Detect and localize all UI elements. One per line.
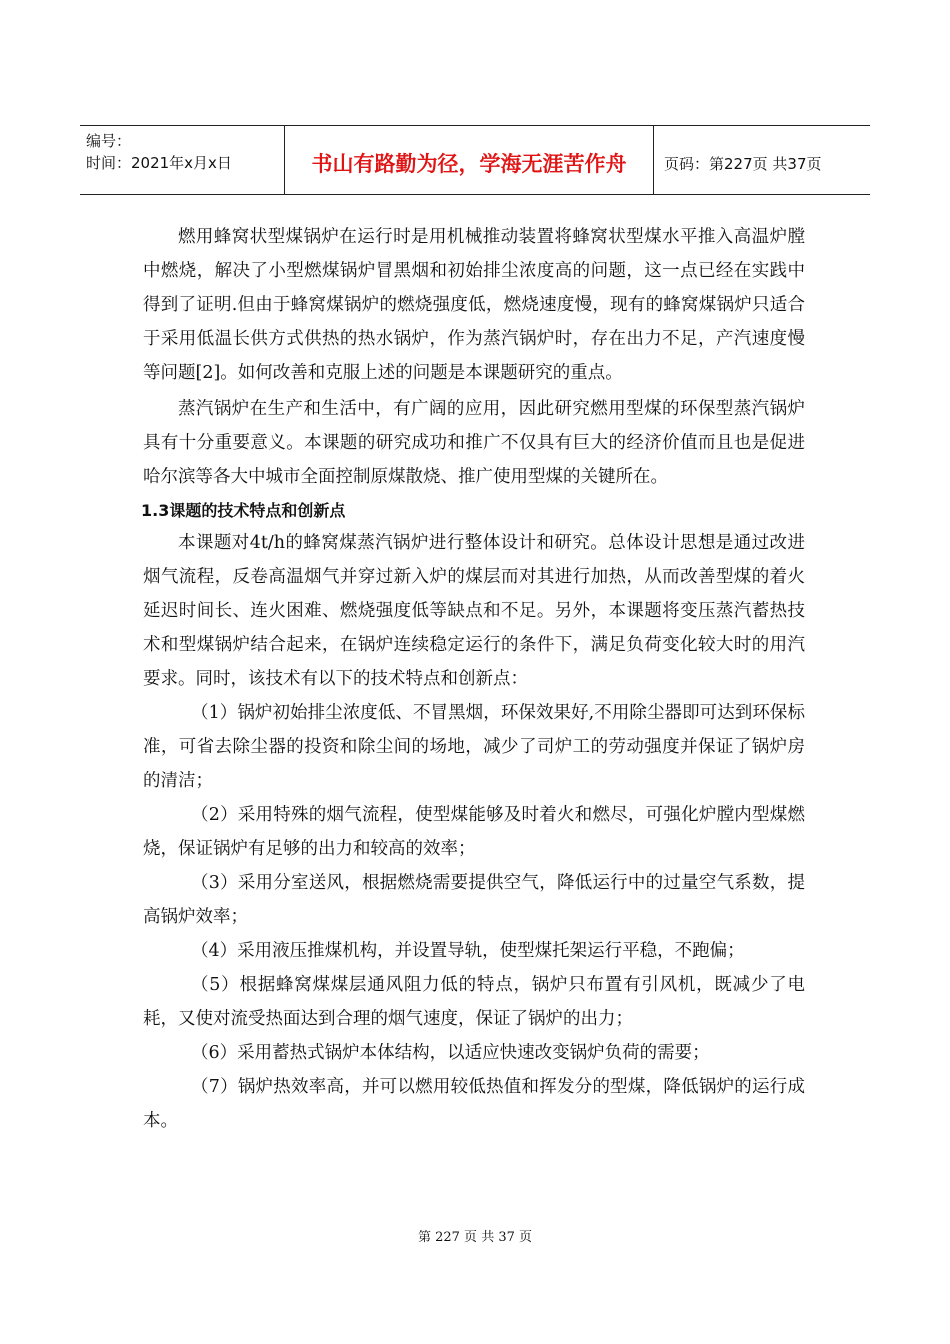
page-footer: 第 227 页 共 37 页 [417,1230,533,1245]
motto: 书山有路勤为径，学海无涯苦作舟 [284,126,654,194]
list-item: （3）采用分室送风，根据燃烧需要提供空气，降低运行中的过量空气系数，提高锅炉效率； [143,873,805,927]
time-label: 时间：2021年x月x日 [86,154,232,172]
number-label: 编号： [86,132,132,150]
list-item: （7）锅炉热效率高，并可以燃用较低热值和挥发分的型煤，降低锅炉的运行成本。 [143,1077,805,1131]
list-item: （2）采用特殊的烟气流程，使型煤能够及时着火和燃尽，可强化炉膛内型煤燃烧，保证锅炉有足够的出力和较高的效率； [143,805,805,859]
list-item: （5）根据蜂窝煤煤层通风阻力低的特点，锅炉只布置有引风机，既减少了电耗，又使对流受热面达到合理的烟气速度，保证了锅炉的出力； [143,975,805,1029]
document-body [143,220,805,1138]
paragraph-2: 蒸汽锅炉在生产和生活中，有广阔的应用，因此研究燃用型煤的环保型蒸汽锅炉具有十分重要意义。本课题的研究成功和推广不仅具有巨大的经济价值而且也是促进哈尔滨等各大中城市全面控制原煤散烧、推广使用型煤的关键所在。 [143,399,805,487]
header-table [80,125,870,195]
list-item: （1）锅炉初始排尘浓度低、不冒黑烟，环保效果好,不用除尘器即可达到环保标准，可省去除尘器的投资和除尘间的场地，减少了司炉工的劳动强度并保证了锅炉房的清洁； [143,703,805,791]
paragraph-3: 本课题对4t/h的蜂窝煤蒸汽锅炉进行整体设计和研究。总体设计思想是通过改进烟气流程，反卷高温烟气并穿过新入炉的煤层而对其进行加热，从而改善型煤的着火延迟时间长、连火困难、燃烧强度低等缺点和不足。另外，本课题将变压蒸汽蓄热技术和型煤锅炉结合起来，在锅炉连续稳定运行的条件下，满足负荷变化较大时的用汽要求。同时，该技术有以下的技术特点和创新点： [143,533,805,689]
list-item: （4）采用液压推煤机构，并设置导轨，使型煤托架运行平稳，不跑偏； [191,941,745,961]
header-left-cell [80,126,284,194]
section-title: 1.3课题的技术特点和创新点 [141,501,346,520]
page-code: 页码：第227页 共37页 [664,154,822,173]
list-item: （6）采用蓄热式锅炉本体结构，以适应快速改变锅炉负荷的需要； [191,1043,710,1063]
paragraph-1: 燃用蜂窝状型煤锅炉在运行时是用机械推动装置将蜂窝状型煤水平推入高温炉膛中燃烧，解决了小型燃煤锅炉冒黑烟和初始排尘浓度高的问题，这一点已经在实践中得到了证明.但由于蜂窝煤锅炉的燃烧强度低，燃烧速度慢，现有的蜂窝煤锅炉只适合于采用低温长供方式供热的热水锅炉，作为蒸汽锅炉时，存在出力不足，产汽速度慢等问题[2]。如何改善和克服上述的问题是本课题研究的重点。 [143,227,805,383]
